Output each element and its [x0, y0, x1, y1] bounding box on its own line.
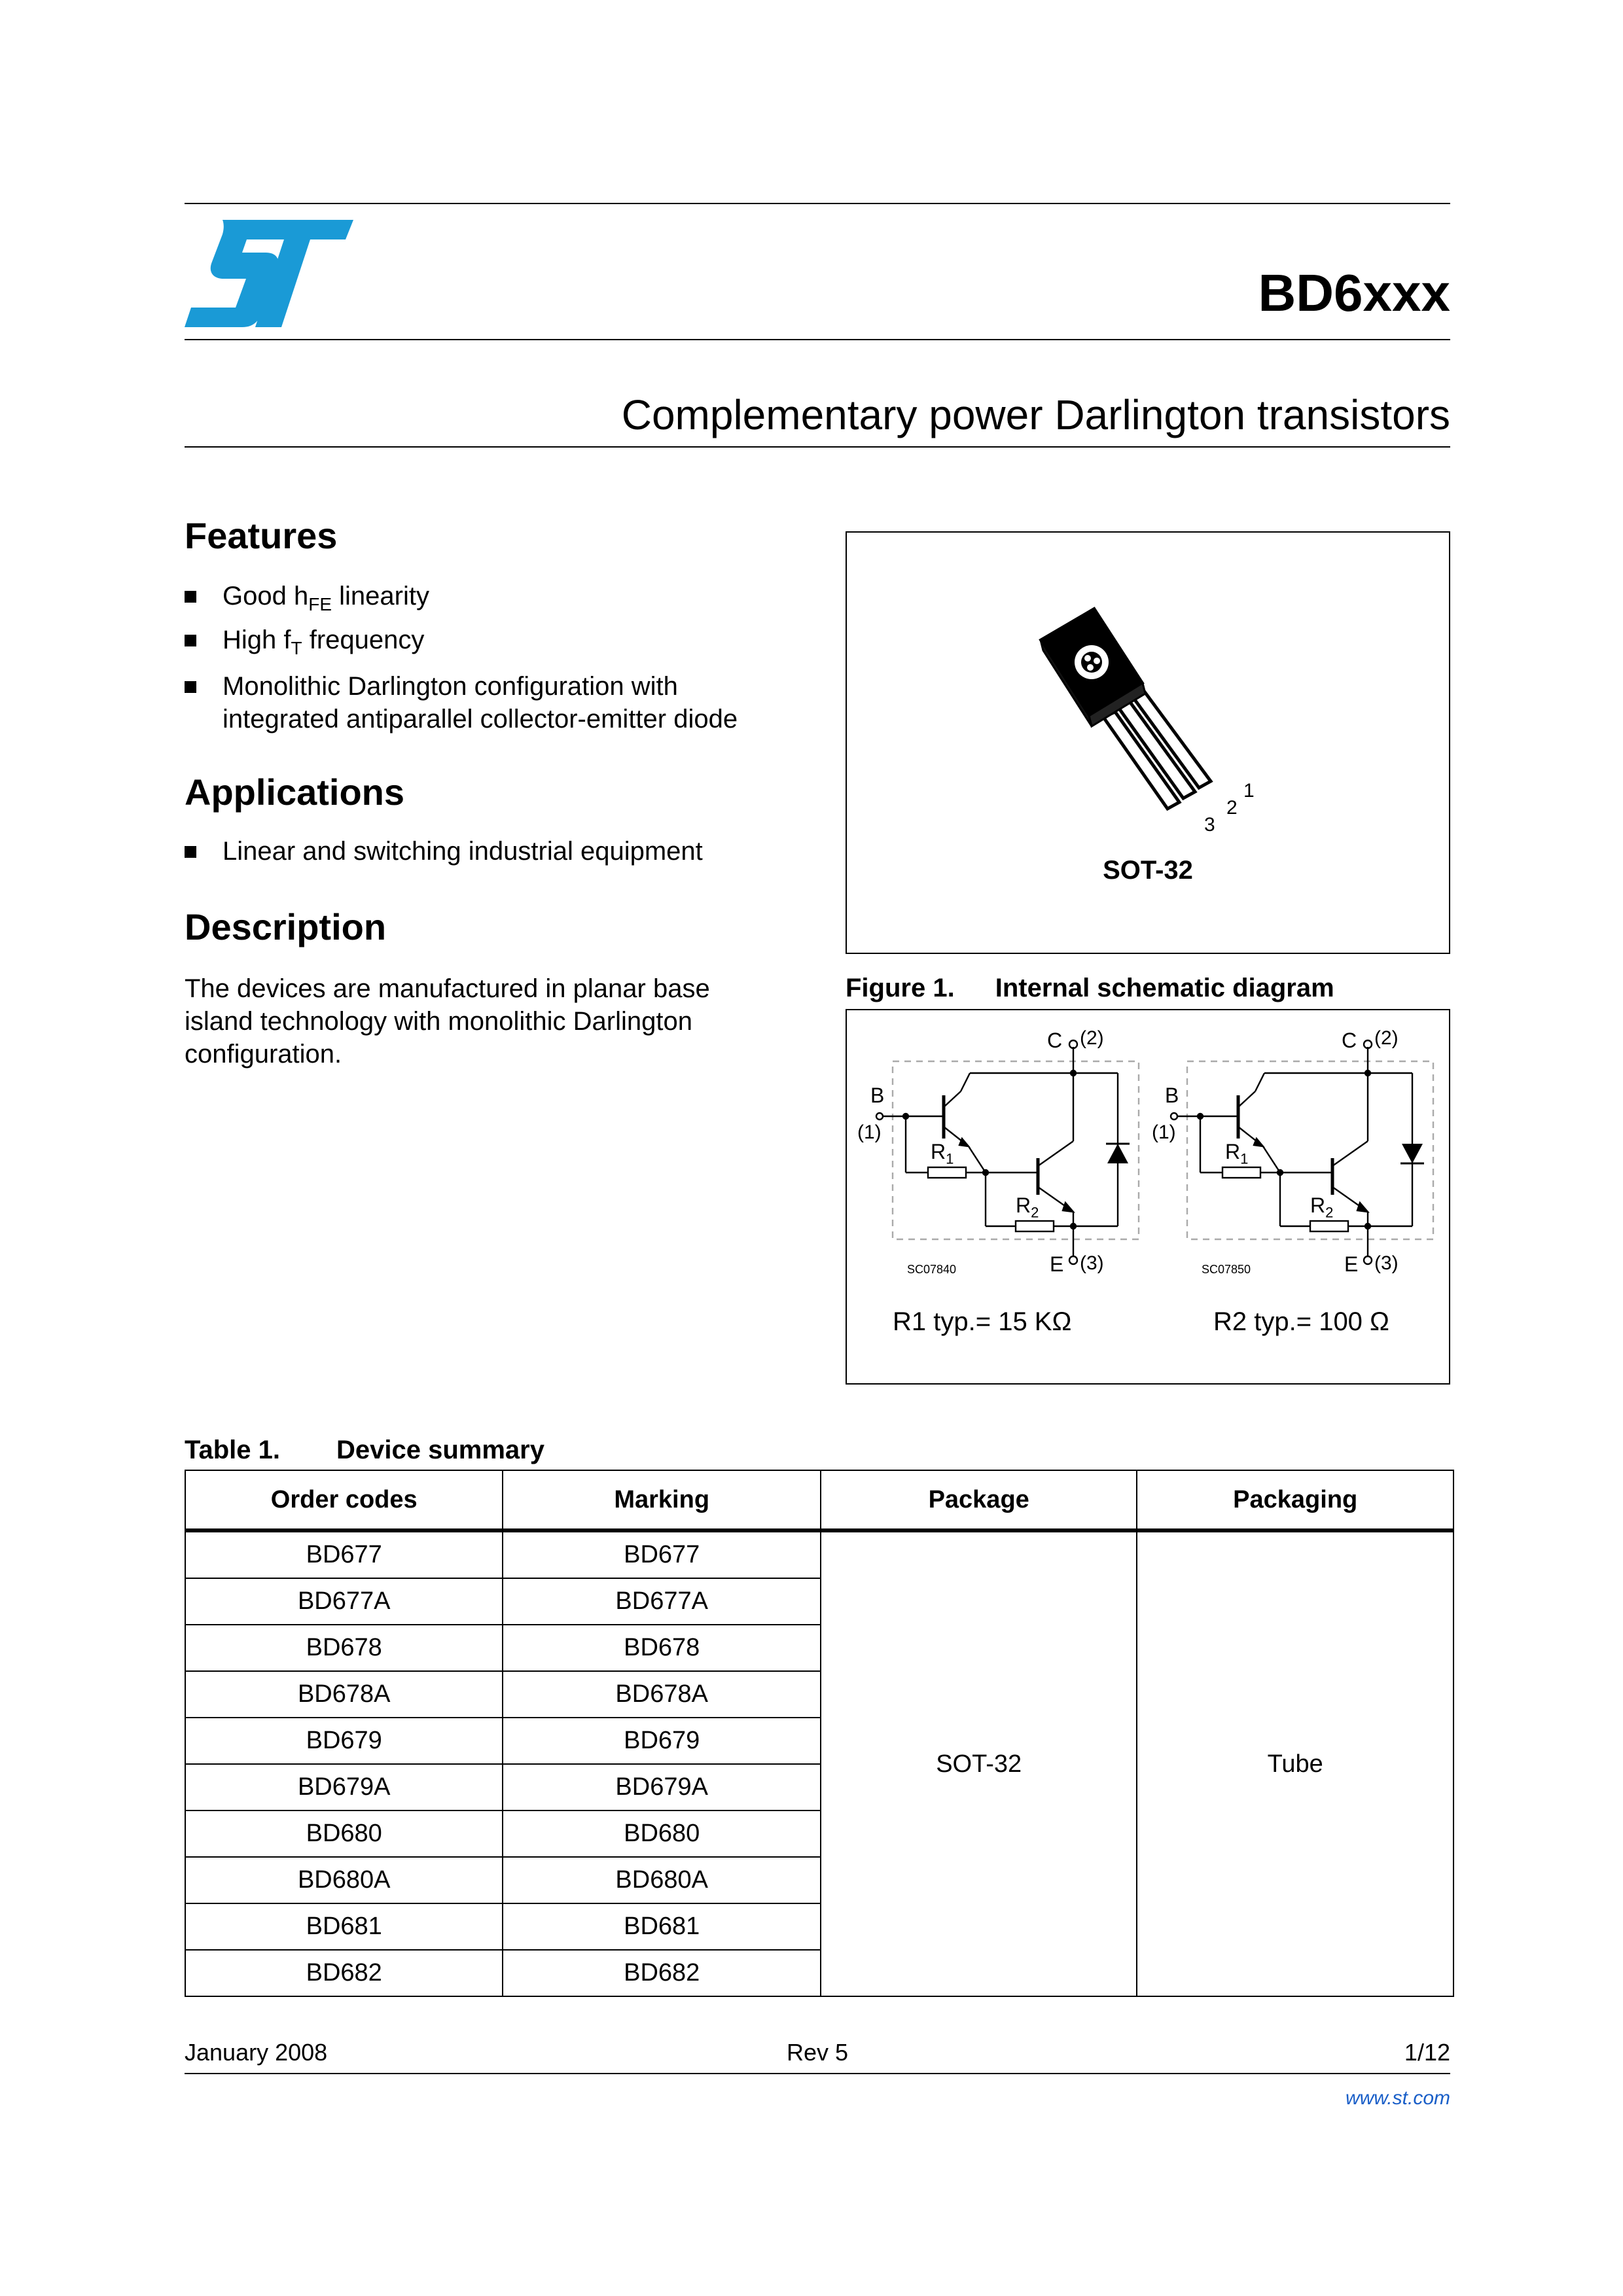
table-header: Package [821, 1470, 1137, 1530]
r2-value-note: R2 typ.= 100 Ω [1213, 1307, 1389, 1336]
footer-date: January 2008 [185, 2039, 328, 2066]
order-code-cell: BD678 [185, 1625, 503, 1671]
header-top-rule [185, 203, 1450, 204]
table-row [185, 1530, 1454, 1578]
base-pin: (1) [857, 1122, 882, 1143]
marking-cell: BD679 [503, 1718, 820, 1764]
order-code-cell: BD679A [185, 1764, 503, 1810]
header-mid-rule [185, 339, 1450, 340]
schematic-code: SC07840 [907, 1263, 957, 1276]
footer-rule [185, 2073, 1450, 2074]
marking-cell: BD680 [503, 1810, 820, 1857]
marking-cell: BD681 [503, 1903, 820, 1950]
emitter-label: E [1344, 1252, 1359, 1276]
r1-value-note: R1 typ.= 15 KΩ [893, 1307, 1072, 1336]
device-summary-table [185, 1470, 1454, 1997]
marking-cell: BD677A [503, 1578, 820, 1625]
features-heading: Features [185, 515, 338, 556]
order-code-cell: BD680A [185, 1857, 503, 1903]
description-text: The devices are manufactured in planar base island technology with monolithic Darlington configuration. [185, 974, 710, 1069]
collector-pin: (2) [1374, 1027, 1399, 1049]
marking-cell: BD678 [503, 1625, 820, 1671]
schematic-figure [846, 1009, 1450, 1385]
r1-label: $R_1$ [931, 1140, 954, 1167]
pin-label: 3 [1204, 814, 1215, 836]
applications-heading: Applications [185, 771, 405, 813]
emitter-pin: (3) [1374, 1252, 1399, 1274]
r2-label: $R_2$ [1016, 1193, 1039, 1221]
r2-label: $R_2$ [1310, 1193, 1334, 1221]
footer-page-number: 1/12 [1404, 2039, 1450, 2066]
table-header: Marking [503, 1470, 820, 1530]
marking-cell: BD679A [503, 1764, 820, 1810]
emitter-label: E [1050, 1252, 1064, 1276]
table-caption: Table 1. Device summary [185, 1436, 544, 1464]
schematic-code: SC07850 [1202, 1263, 1251, 1276]
collector-label: C [1047, 1029, 1063, 1052]
table-header: Order codes [185, 1470, 503, 1530]
subtitle-rule [185, 446, 1450, 448]
base-pin: (1) [1152, 1122, 1176, 1143]
order-code-cell: BD679 [185, 1718, 503, 1764]
marking-cell: BD678A [503, 1671, 820, 1718]
order-code-cell: BD681 [185, 1903, 503, 1950]
page-subtitle: Complementary power Darlington transistors [621, 391, 1450, 438]
figure-caption: Figure 1. Internal schematic diagram [846, 974, 1334, 1002]
order-code-cell: BD678A [185, 1671, 503, 1718]
package-cell: SOT-32 [821, 1530, 1137, 1996]
marking-cell: BD677 [503, 1530, 820, 1578]
base-label: B [870, 1084, 885, 1107]
part-number: BD6xxx [1258, 264, 1450, 322]
emitter-pin: (3) [1080, 1252, 1104, 1274]
r1-label: $R_1$ [1225, 1140, 1249, 1167]
description-heading: Description [185, 906, 387, 947]
st-logo [185, 220, 353, 327]
package-label: SOT-32 [1103, 856, 1193, 885]
package-figure [846, 531, 1450, 954]
order-code-cell: BD677 [185, 1530, 503, 1578]
sot32-package-drawing [847, 533, 1449, 953]
order-code-cell: BD682 [185, 1950, 503, 1996]
packaging-cell: Tube [1137, 1530, 1454, 1996]
collector-label: C [1342, 1029, 1357, 1052]
marking-cell: BD682 [503, 1950, 820, 1996]
marking-cell: BD680A [503, 1857, 820, 1903]
pin-label: 2 [1226, 797, 1238, 819]
base-label: B [1165, 1084, 1179, 1107]
footer-revision: Rev 5 [787, 2039, 849, 2066]
order-code-cell: BD680 [185, 1810, 503, 1857]
pin-label: 1 [1243, 780, 1255, 802]
table-header: Packaging [1137, 1470, 1454, 1530]
order-code-cell: BD677A [185, 1578, 503, 1625]
collector-pin: (2) [1080, 1027, 1104, 1049]
website-link[interactable]: www.st.com [1345, 2087, 1450, 2109]
